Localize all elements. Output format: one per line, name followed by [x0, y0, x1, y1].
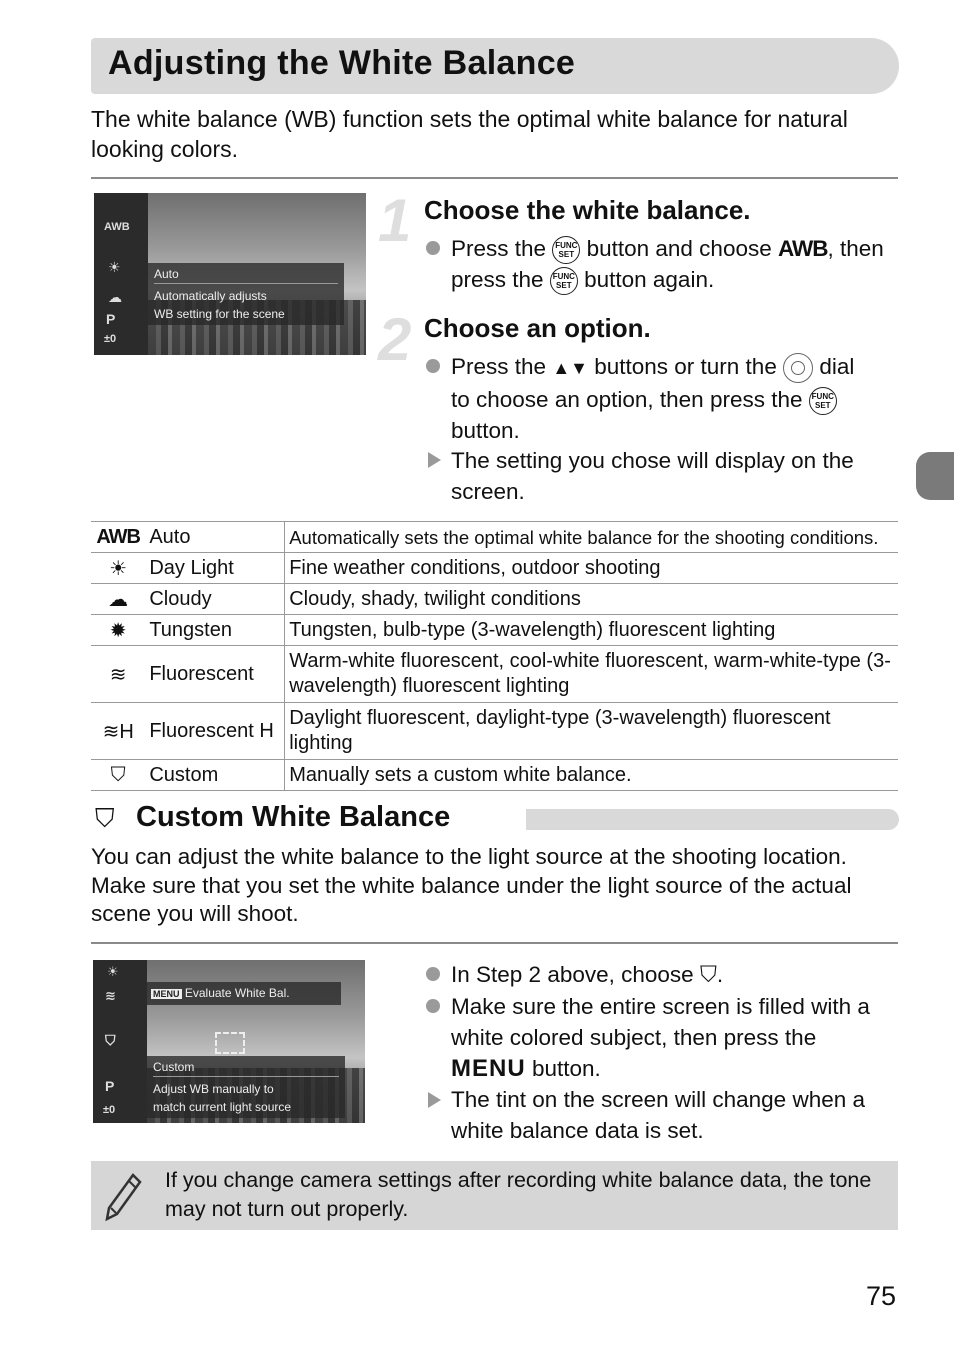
- tungsten-icon: ✹: [91, 615, 145, 646]
- fluorescent-icon: ≋: [91, 646, 145, 703]
- menu-button-icon: MENU: [451, 1055, 526, 1082]
- screen-menu-bar: [147, 982, 341, 1005]
- step1-instruction: Press the FUNC SET button and choose AWB, then press the FUNC SET button again.: [451, 233, 901, 295]
- divider: [91, 177, 898, 179]
- up-down-arrows-icon: ▲▼: [552, 358, 588, 378]
- panel-line: Automatically adjusts: [154, 289, 267, 303]
- bullet-icon: [426, 967, 440, 981]
- screen-icon-1: ☀: [108, 259, 121, 275]
- table-cell-name: Custom: [145, 760, 284, 791]
- table-cell-name: Cloudy: [145, 584, 284, 615]
- custom-wb-icon: ⛉: [91, 760, 145, 791]
- menu-tag: MENU: [153, 989, 180, 999]
- func-set-button-icon: FUNC SET: [552, 236, 580, 264]
- panel-title: Auto: [154, 265, 338, 284]
- step2-instruction: Press the ▲▼ buttons or turn the dial to choose an option, then press the FUNC SET button.: [451, 354, 855, 444]
- func-set-button-icon: FUNC SET: [809, 387, 837, 415]
- screen-icon-3: P: [105, 1078, 115, 1094]
- section-bar: [526, 809, 899, 830]
- table-row: [91, 553, 898, 584]
- cloudy-icon: ☁: [91, 584, 145, 615]
- bullet-icon: [426, 999, 440, 1013]
- step1-heading: Choose the white balance.: [424, 195, 751, 225]
- step-number-2: 2: [378, 306, 412, 373]
- screen-icon-3: P: [106, 311, 116, 327]
- custom-step-1: In Step 2 above, choose ⛉.: [451, 962, 724, 987]
- daylight-icon: ☀: [91, 553, 145, 584]
- bullet-icon: [426, 241, 440, 255]
- camera-screen-custom: [93, 960, 365, 1123]
- bullet-icon: [426, 359, 440, 373]
- custom-step-result: The tint on the screen will change when a white balance data is set.: [451, 1087, 865, 1143]
- pencil-icon: [103, 1172, 143, 1222]
- screen-icon-0: AWB: [104, 221, 130, 233]
- white-balance-table: [91, 521, 898, 791]
- screen-icon-4: ±0: [103, 1104, 116, 1116]
- panel-title: Custom: [153, 1058, 339, 1077]
- table-row: [91, 615, 898, 646]
- table-cell-desc: Manually sets a custom white balance.: [285, 760, 898, 791]
- panel-line: Adjust WB manually to: [153, 1082, 274, 1096]
- camera-screen-awb: [94, 193, 366, 355]
- table-cell-desc: Cloudy, shady, twilight conditions: [285, 584, 898, 615]
- table-row: [91, 760, 898, 791]
- step2-result: The setting you chose will display on the screen.: [451, 448, 854, 504]
- result-arrow-icon: [428, 1092, 441, 1108]
- awb-icon: AWB: [91, 522, 145, 553]
- step-number-1: 1: [378, 187, 412, 254]
- table-cell-name: Fluorescent H: [145, 703, 284, 760]
- menu-label: Evaluate White Bal.: [184, 986, 290, 1000]
- table-row: [91, 584, 898, 615]
- screen-info-panel: [148, 263, 344, 325]
- control-dial-icon: [783, 353, 813, 383]
- note-text: If you change camera settings after recording white balance data, the tone may not turn out properly.: [165, 1168, 872, 1221]
- result-arrow-icon: [428, 452, 441, 468]
- table-cell-desc: Daylight fluorescent, daylight-type (3-wavelength) fluorescent lighting: [285, 703, 898, 760]
- table-row: [91, 703, 898, 760]
- table-row: [91, 522, 898, 553]
- table-cell-desc: Fine weather conditions, outdoor shooting: [285, 553, 898, 584]
- panel-line: match current light source: [153, 1100, 292, 1114]
- screen-icon-2: ☁: [108, 289, 122, 305]
- page-number: 75: [866, 1281, 897, 1311]
- table-cell-desc: Tungsten, bulb-type (3-wavelength) fluorescent lighting: [285, 615, 898, 646]
- fluorescent-h-icon: ≋H: [91, 703, 145, 760]
- table-cell-name: Tungsten: [145, 615, 284, 646]
- screen-icon-1: ≋: [105, 988, 116, 1003]
- table-row: [91, 646, 898, 703]
- section-body: You can adjust the white balance to the light source at the shooting location. Make sure that you set the white balance under the light source of the actual scene you will shoot.: [91, 844, 852, 926]
- table-cell-name: Day Light: [145, 553, 284, 584]
- screen-info-panel: [147, 1056, 345, 1118]
- custom-step-2: Make sure the entire screen is filled with a white colored subject, then press the MENU button.: [451, 994, 870, 1082]
- screen-icon-4: ±0: [104, 333, 117, 345]
- step2-heading: Choose an option.: [424, 313, 651, 343]
- panel-line: WB setting for the scene: [154, 307, 285, 321]
- func-set-button-icon: FUNC SET: [550, 267, 578, 295]
- custom-wb-icon: ⛉: [95, 803, 115, 833]
- table-cell-name: Fluorescent: [145, 646, 284, 703]
- screen-icon-0: ☀: [107, 964, 119, 979]
- focus-frame-icon: [215, 1032, 245, 1054]
- table-cell-desc: Automatically sets the optimal white balance for the shooting conditions.: [285, 522, 898, 553]
- chapter-tab: [916, 452, 954, 500]
- section-title: Custom White Balance: [136, 801, 451, 833]
- screen-icon-2: ⛉: [105, 1032, 116, 1048]
- table-cell-desc: Warm-white fluorescent, cool-white fluorescent, warm-white-type (3-wavelength) fluorescent lighting: [285, 646, 898, 703]
- table-cell-name: Auto: [145, 522, 284, 553]
- awb-icon: AWB: [778, 236, 828, 261]
- intro-text: The white balance (WB) function sets the optimal white balance for natural looking colors.: [91, 106, 848, 162]
- page-title: Adjusting the White Balance: [108, 44, 576, 82]
- custom-wb-icon: ⛉: [699, 962, 717, 987]
- divider: [91, 942, 898, 944]
